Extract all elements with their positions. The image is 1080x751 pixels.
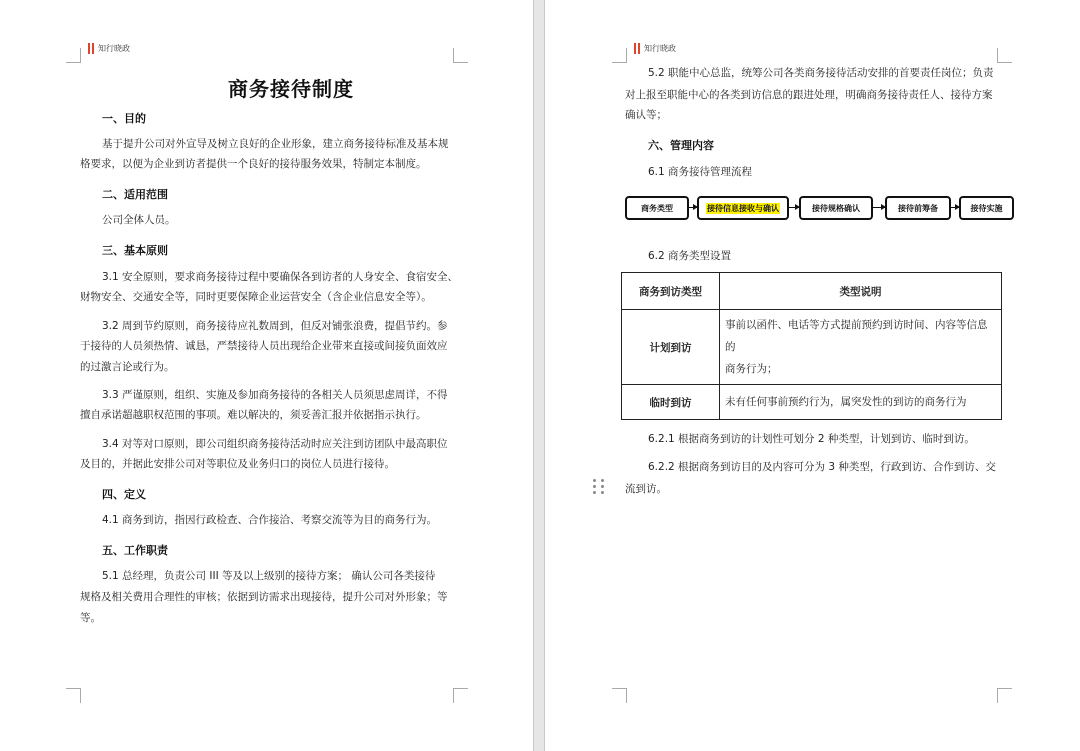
crop-mark-bottom-left: [612, 688, 627, 703]
logo-bars-icon: [634, 43, 640, 54]
paragraph-line: 3.3 严谨原则，组织、实施及参加商务接待的各相关人员须思虑周详，不得: [102, 389, 448, 401]
header-logo: [634, 43, 676, 54]
flow-arrow: [873, 207, 885, 208]
paragraph-line: 及目的，并据此安排公司对等职位及业务归口的岗位人员进行接待。: [80, 458, 395, 470]
paragraph-line: 对上报至职能中心的各类到访信息的跟进处理，明确商务接待责任人、接待方案: [625, 89, 993, 101]
paragraph-line: 6.2.2 根据商务到访目的及内容可分为 3 种类型，行政到访、合作到访、交: [648, 461, 996, 473]
flow-step-label: 接待实施: [970, 203, 1003, 213]
paragraph-line: 擅自承诺超越职权范围的事项。难以解决的，须妥善汇报并依据指示执行。: [80, 409, 427, 421]
flow-step-label: 商务类型: [641, 203, 673, 213]
table-cell-description: [720, 310, 1002, 385]
paragraph-line: 4.1 商务到访，指因行政检查、合作接洽、考察交流等为目的商务行为。: [102, 514, 438, 526]
section-heading-management: 六、管理内容: [648, 139, 714, 152]
paragraph-line: 格要求，以便为企业到访者提供一个良好的接待服务效果，特制定本制度。: [80, 158, 427, 170]
crop-mark-bottom-right: [453, 688, 468, 703]
subsection-heading: 6.1 商务接待管理流程: [648, 166, 753, 178]
section-heading-responsibilities: 五、工作职责: [102, 544, 168, 557]
description-line: 商务行为；: [725, 363, 778, 375]
crop-mark-top-left: [66, 48, 81, 63]
paragraph-line: 3.4 对等对口原则，即公司组织商务接待活动时应关注到访团队中最高职位: [102, 438, 448, 450]
paragraph-line: 基于提升公司对外宣导及树立良好的企业形象，建立商务接待标准及基本规: [102, 138, 449, 150]
header-logo: [88, 43, 130, 54]
flow-step-preparation: [885, 196, 951, 220]
paragraph-line: 于接待的人员须热情、诚恳，严禁接待人员出现给企业带来直接或间接负面效应: [80, 340, 448, 352]
table-header-cell: 商务到访类型: [622, 273, 720, 310]
section-heading-definitions: 四、定义: [102, 488, 146, 501]
section-heading-purpose: 一、目的: [102, 112, 146, 125]
table-cell-type: 计划到访: [622, 310, 720, 385]
paragraph-line: 6.2.1 根据商务到访的计划性可划分 2 种类型，计划到访、临时到访。: [648, 433, 975, 445]
flow-step-implementation: [959, 196, 1014, 220]
subsection-heading: 6.2 商务类型设置: [648, 250, 732, 262]
logo-text: 知行晓政: [98, 44, 130, 53]
document-page-2: [545, 0, 1080, 751]
paragraph-line: 3.1 安全原则，要求商务接待过程中要确保各到访者的人身安全、食宿安全、: [102, 271, 459, 283]
table-header-row: [622, 273, 1002, 310]
table-header-cell: 类型说明: [720, 273, 1002, 310]
logo-bars-icon: [88, 43, 94, 54]
flow-step-info-receipt: [697, 196, 789, 220]
crop-mark-bottom-left: [66, 688, 81, 703]
flow-step-spec-confirm: [799, 196, 873, 220]
document-page-1: [0, 0, 533, 751]
paragraph-line: 5.1 总经理，负责公司 III 等及以上级别的接待方案； 确认公司各类接待: [102, 570, 436, 582]
flow-arrow: [689, 207, 697, 208]
crop-mark-top-right: [997, 48, 1012, 63]
crop-mark-top-right: [453, 48, 468, 63]
crop-mark-top-left: [612, 48, 627, 63]
flow-arrow: [789, 207, 799, 208]
section-heading-scope: 二、适用范围: [102, 188, 168, 201]
paragraph-line: 规格及相关费用合理性的审核；依据到访需求出现接待，提升公司对外形象；等: [80, 591, 448, 603]
table-row: [622, 385, 1002, 420]
business-type-table: [621, 272, 1002, 420]
paragraph-line: 流到访。: [625, 483, 667, 495]
logo-text: 知行晓政: [644, 44, 676, 53]
document-title: 商务接待制度: [228, 77, 354, 101]
flow-step-label: 接待前筹备: [898, 203, 938, 213]
table-row: [622, 310, 1002, 385]
paragraph-line: 等。: [80, 612, 101, 624]
paragraph-line: 5.2 职能中心总监，统筹公司各类商务接待活动安排的首要责任岗位；负责: [648, 67, 994, 79]
paragraph-line: 财物安全、交通安全等，同时更要保障企业运营安全（含企业信息安全等）。: [80, 291, 432, 303]
flow-arrow: [951, 207, 959, 208]
table-cell-description: [720, 385, 1002, 420]
flow-step-label: 接待信息接收与确认: [707, 203, 779, 213]
flow-step-label: 接待规格确认: [812, 203, 860, 213]
crop-mark-bottom-right: [997, 688, 1012, 703]
flow-step-business-type: [625, 196, 689, 220]
description-line: 事前以函件、电话等方式提前预约到访时间、内容等信息的: [725, 319, 988, 353]
drag-handle-icon[interactable]: [593, 479, 605, 494]
page-gap-left: [533, 0, 534, 751]
description-line: 未有任何事前预约行为，属突发性的到访的商务行为: [725, 396, 967, 408]
paragraph-line: 3.2 周到节约原则，商务接待应礼数周到，但反对铺张浪费，提倡节约。参: [102, 320, 448, 332]
table-cell-type: 临时到访: [622, 385, 720, 420]
paragraph-line: 公司全体人员。: [102, 214, 176, 226]
section-heading-principles: 三、基本原则: [102, 244, 168, 257]
paragraph-line: 的过激言论或行为。: [80, 361, 175, 373]
paragraph-line: 确认等；: [625, 109, 667, 121]
